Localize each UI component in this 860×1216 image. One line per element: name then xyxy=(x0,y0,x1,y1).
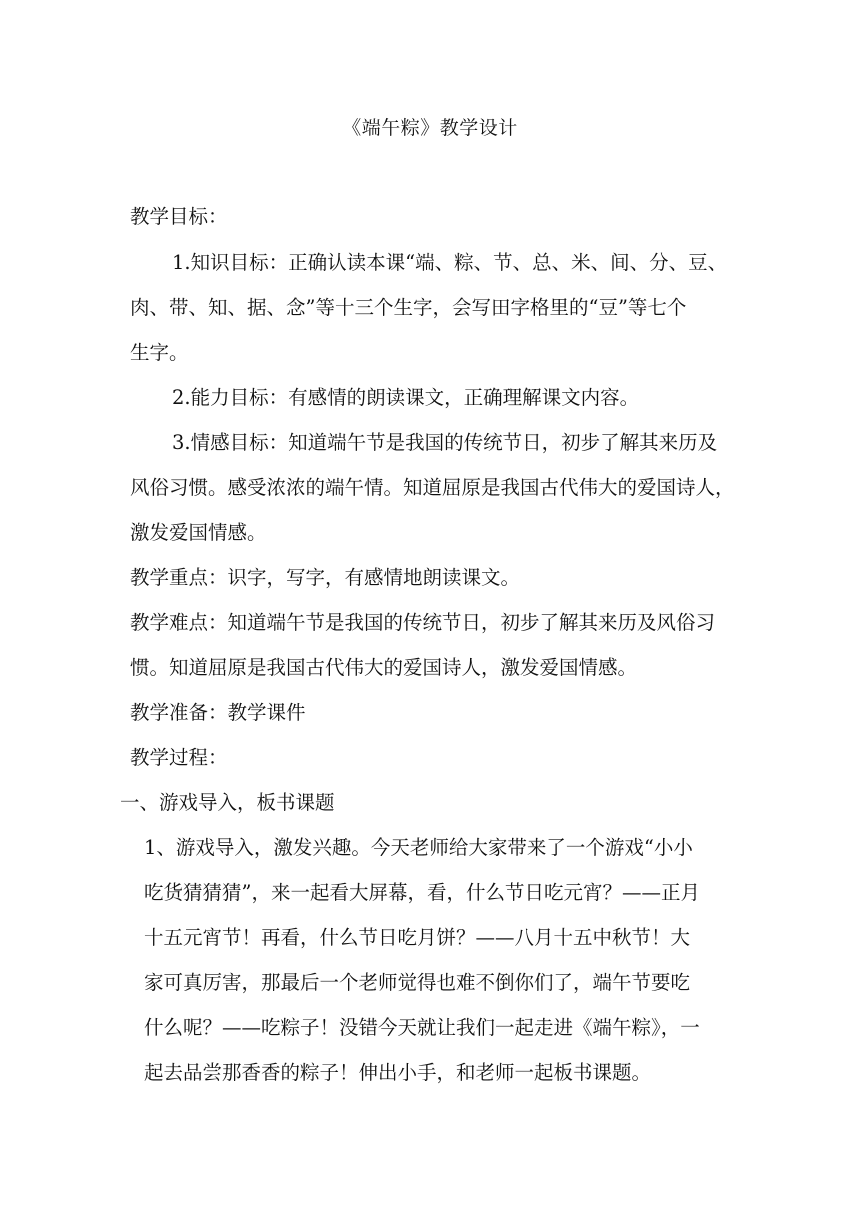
objective-emotion-line-1: 3.情感目标：知道端午节是我国的传统节日，初步了解其来历及 xyxy=(172,431,718,454)
objective-knowledge-line-1: 1.知识目标：正确认读本课“端、粽、节、总、米、间、分、豆、 xyxy=(172,251,728,274)
teaching-key-points: 教学重点：识字，写字，有感情地朗读课文。 xyxy=(130,566,521,589)
objective-emotion-line-3: 激发爱国情感。 xyxy=(130,521,267,544)
process-step-1-paragraph-line-6: 起去品尝那香香的粽子！伸出小手，和老师一起板书课题。 xyxy=(144,1061,652,1084)
objective-emotion-line-2: 风俗习惯。感受浓浓的端午情。知道屈原是我国古代伟大的爱国诗人， xyxy=(130,476,735,499)
process-step-1-paragraph-line-3: 十五元宵节！再看，什么节日吃月饼？——八月十五中秋节！大 xyxy=(144,926,691,949)
objective-ability-line: 2.能力目标：有感情的朗读课文，正确理解课文内容。 xyxy=(172,386,640,409)
teaching-difficulties-line-2: 惯。知道屈原是我国古代伟大的爱国诗人，激发爱国情感。 xyxy=(130,656,638,679)
document-title: 《端午粽》教学设计 xyxy=(342,117,518,139)
process-step-1-paragraph-line-1: 1、游戏导入，激发兴趣。今天老师给大家带来了一个游戏“小小 xyxy=(144,836,693,859)
teaching-difficulties-line-1: 教学难点：知道端午节是我国的传统节日，初步了解其来历及风俗习 xyxy=(130,611,716,634)
teaching-process-heading: 教学过程： xyxy=(130,746,228,769)
teaching-preparation: 教学准备：教学课件 xyxy=(130,701,306,724)
process-step-1-heading: 一、游戏导入，板书课题 xyxy=(120,791,335,814)
objective-knowledge-line-2: 肉、带、知、据、念”等十三个生字，会写田字格里的“豆”等七个 xyxy=(130,296,687,319)
process-step-1-paragraph-line-4: 家可真厉害，那最后一个老师觉得也难不倒你们了，端午节要吃 xyxy=(144,971,691,994)
process-step-1-paragraph-line-5: 什么呢？——吃粽子！没错今天就让我们一起走进《端午粽》，一 xyxy=(144,1016,700,1039)
objective-knowledge-line-3: 生字。 xyxy=(130,341,189,364)
process-step-1-paragraph-line-2: 吃货猜猜猜”，来一起看大屏幕，看，什么节日吃元宵？——正月 xyxy=(144,881,700,904)
section-heading-objectives: 教学目标： xyxy=(130,205,228,228)
